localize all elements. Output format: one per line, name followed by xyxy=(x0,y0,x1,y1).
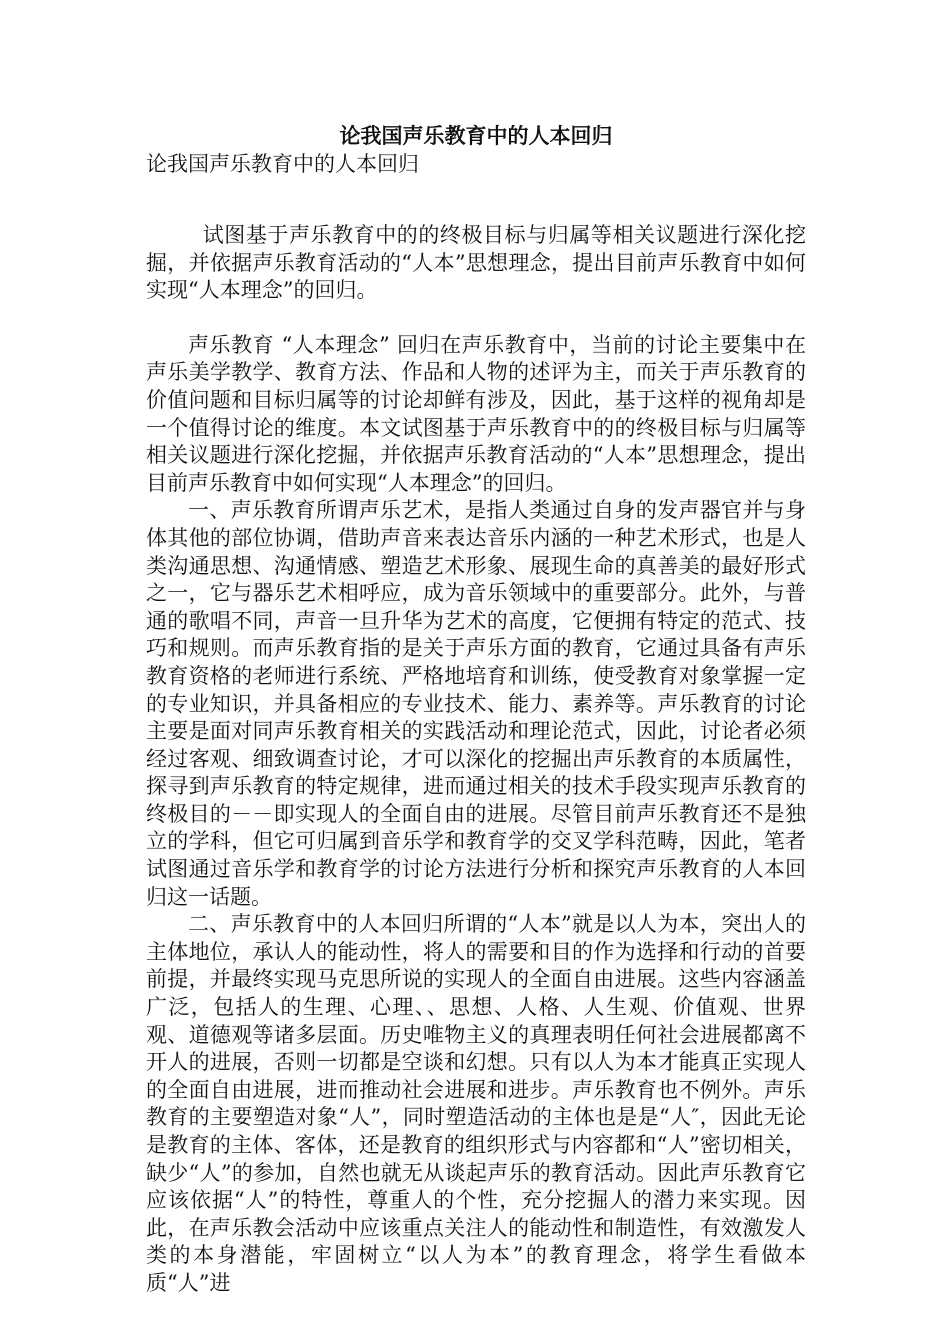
body-paragraph-section-one: 一、声乐教育所谓声乐艺术，是指人类通过自身的发声器官并与身体其他的部位协调，借助声音来表达音乐内涵的一种艺术形式，也是人类沟通思想、沟通情感、塑造艺术形象、展现生命的真善美的最好形式之一，它与器乐艺术相呼应，成为音乐领域中的重要部分。此外，与普通的歌唱不同，声音一旦升华为艺术的高度，它便拥有特定的范式、技巧和规则。而声乐教育指的是关于声乐方面的教育，它通过具备有声乐教育资格的老师进行系统、严格地培育和训练，使受教育对象掌握一定的专业知识，并具备相应的专业技术、能力、素养等。声乐教育的讨论主要是面对同声乐教育相关的实践活动和理论范式，因此，讨论者必须经过客观、细致调查讨论，才可以深化的挖掘出声乐教育的本质属性，探寻到声乐教育的特定规律，进而通过相关的技术手段实现声乐教育的终极目的－－即实现人的全面自由的进展。尽管目前声乐教育还不是独立的学科，但它可归属到音乐学和教育学的交叉学科范畴，因此，笔者试图通过音乐学和教育学的讨论方法进行分析和探究声乐教育的人本回归这一话题。 xyxy=(146,498,806,909)
body-paragraph-intro: 声乐教育 “人本理念” 回归在声乐教育中，当前的讨论主要集中在声乐美学教学、教育方法、作品和人物的述评为主，而关于声乐教育的价值问题和目标归属等的讨论却鲜有涉及，因此，基于这样的视角却是一个值得讨论的维度。本文试图基于声乐教育中的的终极目标与归属等相关议题进行深化挖掘，并依据声乐教育活动的“人本”思想理念，提出目前声乐教育中如何实现“人本理念”的回归。 xyxy=(146,332,806,495)
document-subtitle: 论我国声乐教育中的人本回归 xyxy=(146,152,419,176)
document-title: 论我国声乐教育中的人本回归 xyxy=(339,124,613,148)
abstract-paragraph: 试图基于声乐教育中的的终极目标与归属等相关议题进行深化挖掘，并依据声乐教育活动的“人本”思想理念，提出目前声乐教育中如何实现“人本理念”的回归。 xyxy=(146,223,806,303)
document-body xyxy=(146,122,806,1298)
body-paragraph-section-two: 二、声乐教育中的人本回归所谓的“人本”就是以人为本，突出人的主体地位，承认人的能动性，将人的需要和目的作为选择和行动的首要前提，并最终实现马克思所说的实现人的全面自由进展。这些内容涵盖广泛，包括人的生理、心理、、思想、人格、人生观、价值观、世界观、道德观等诸多层面。历史唯物主义的真理表明任何社会进展都离不开人的进展，否则一切都是空谈和幻想。只有以人为本才能真正实现人的全面自由进展，进而推动社会进展和进步。声乐教育也不例外。声乐教育的主要塑造对象“人”，同时塑造活动的主体也是是“人″，因此无论是教育的主体、客体，还是教育的组织形式与内容都和“人”密切相关，缺少“人”的参加，自然也就无从谈起声乐的教育活动。因此声乐教育它应该依据“人”的特性，尊重人的个性，充分挖掘人的潜力来实现。因此，在声乐教会活动中应该重点关注人的能动性和制造性，有效激发人类的本身潜能，牢固树立“以人为本”的教育理念，将学生看做本质“人”进 xyxy=(146,912,806,1295)
